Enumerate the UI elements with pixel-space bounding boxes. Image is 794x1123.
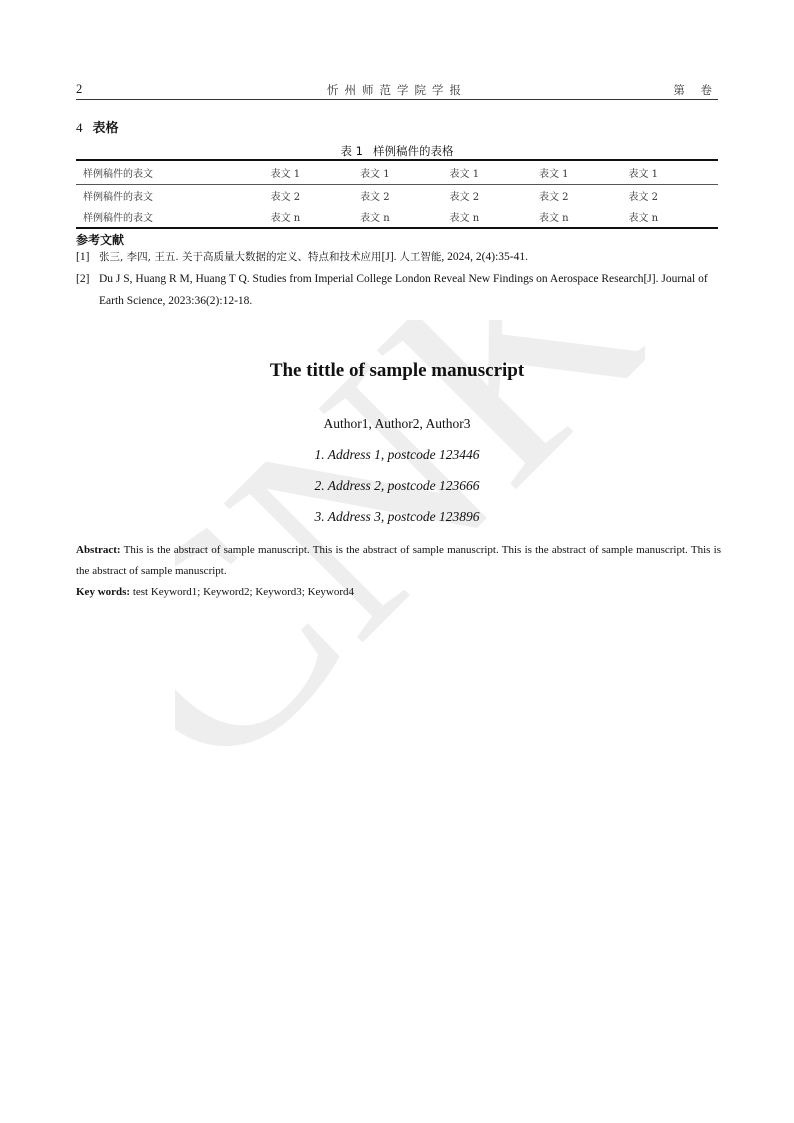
table-cell: 表文 n	[270, 213, 301, 224]
table-number: 表 1	[340, 144, 363, 158]
keywords-text: test Keyword1; Keyword2; Keyword3; Keyword4	[132, 586, 355, 598]
table-cell: 样例稿件的表文	[83, 192, 153, 203]
keywords	[76, 582, 354, 602]
table-row	[76, 185, 718, 207]
author-address: 1. Address 1, postcode 123446	[314, 447, 480, 462]
table-cell: 表文 2	[360, 192, 390, 203]
table-cell: 表文 1	[271, 160, 360, 185]
references-heading: 参考文献	[76, 233, 125, 247]
author-address: 3. Address 3, postcode 123896	[314, 509, 480, 524]
table-cell: 表文 n	[628, 213, 659, 224]
abstract-text: This is the abstract of sample manuscript. This is the abstract of sample manuscript. This is the abstract of sample manuscript. This is the abstract of sample manuscript.	[76, 544, 721, 577]
table-cell: 表文 2	[539, 192, 569, 203]
volume-label: 第 卷	[673, 83, 718, 97]
table-cell: 表文 1	[450, 160, 539, 185]
table-cell: 表文 2	[270, 192, 301, 203]
author-address: 2. Address 2, postcode 123666	[314, 478, 480, 493]
running-header	[76, 82, 718, 100]
table-title: 样例稿件的表格	[372, 144, 454, 158]
table-cell: 表文 2	[628, 192, 659, 203]
reference-item	[76, 268, 718, 312]
table-cell: 表文 n	[539, 213, 569, 224]
table-cell: 表文 n	[360, 213, 390, 224]
watermark-text: CNKI	[175, 320, 645, 790]
page-number: 2	[76, 82, 83, 96]
table-row	[76, 206, 718, 228]
table-cell: 表文 2	[449, 192, 480, 203]
reference-index: [1]	[76, 251, 90, 263]
sample-table	[76, 159, 718, 229]
section-title: 表格	[92, 121, 119, 136]
journal-name: 忻州师范学院学报	[327, 83, 467, 97]
abstract	[76, 540, 721, 582]
table-caption	[0, 143, 794, 159]
table-cell: 表文 1	[539, 160, 628, 185]
english-title: The tittle of sample manuscript	[269, 360, 525, 381]
table-cell: 表文 n	[449, 213, 480, 224]
reference-item	[76, 246, 718, 268]
section-number: 4	[76, 120, 83, 135]
reference-index: [2]	[76, 273, 90, 285]
table-cell: 表文 1	[628, 160, 718, 185]
reference-text: Du J S, Huang R M, Huang T Q. Studies from Imperial College London Reveal New Findings on Aerospace Research[J]. Journal of Earth Science, 2023:36(2):12-18.	[99, 273, 708, 307]
english-authors: Author1, Author2, Author3	[323, 416, 471, 431]
table-cell: 表文 1	[360, 160, 449, 185]
abstract-label: Abstract:	[76, 544, 121, 556]
table-row	[76, 160, 718, 185]
table-cell: 样例稿件的表文	[83, 213, 153, 224]
keywords-label: Key words:	[76, 586, 131, 598]
table-cell: 样例稿件的表文	[76, 160, 271, 185]
reference-text: 张三, 李四, 王五. 关于高质量大数据的定义、特点和技术应用[J]. 人工智能, 2024, 2(4):35-41.	[99, 251, 528, 263]
section-heading	[76, 117, 119, 136]
